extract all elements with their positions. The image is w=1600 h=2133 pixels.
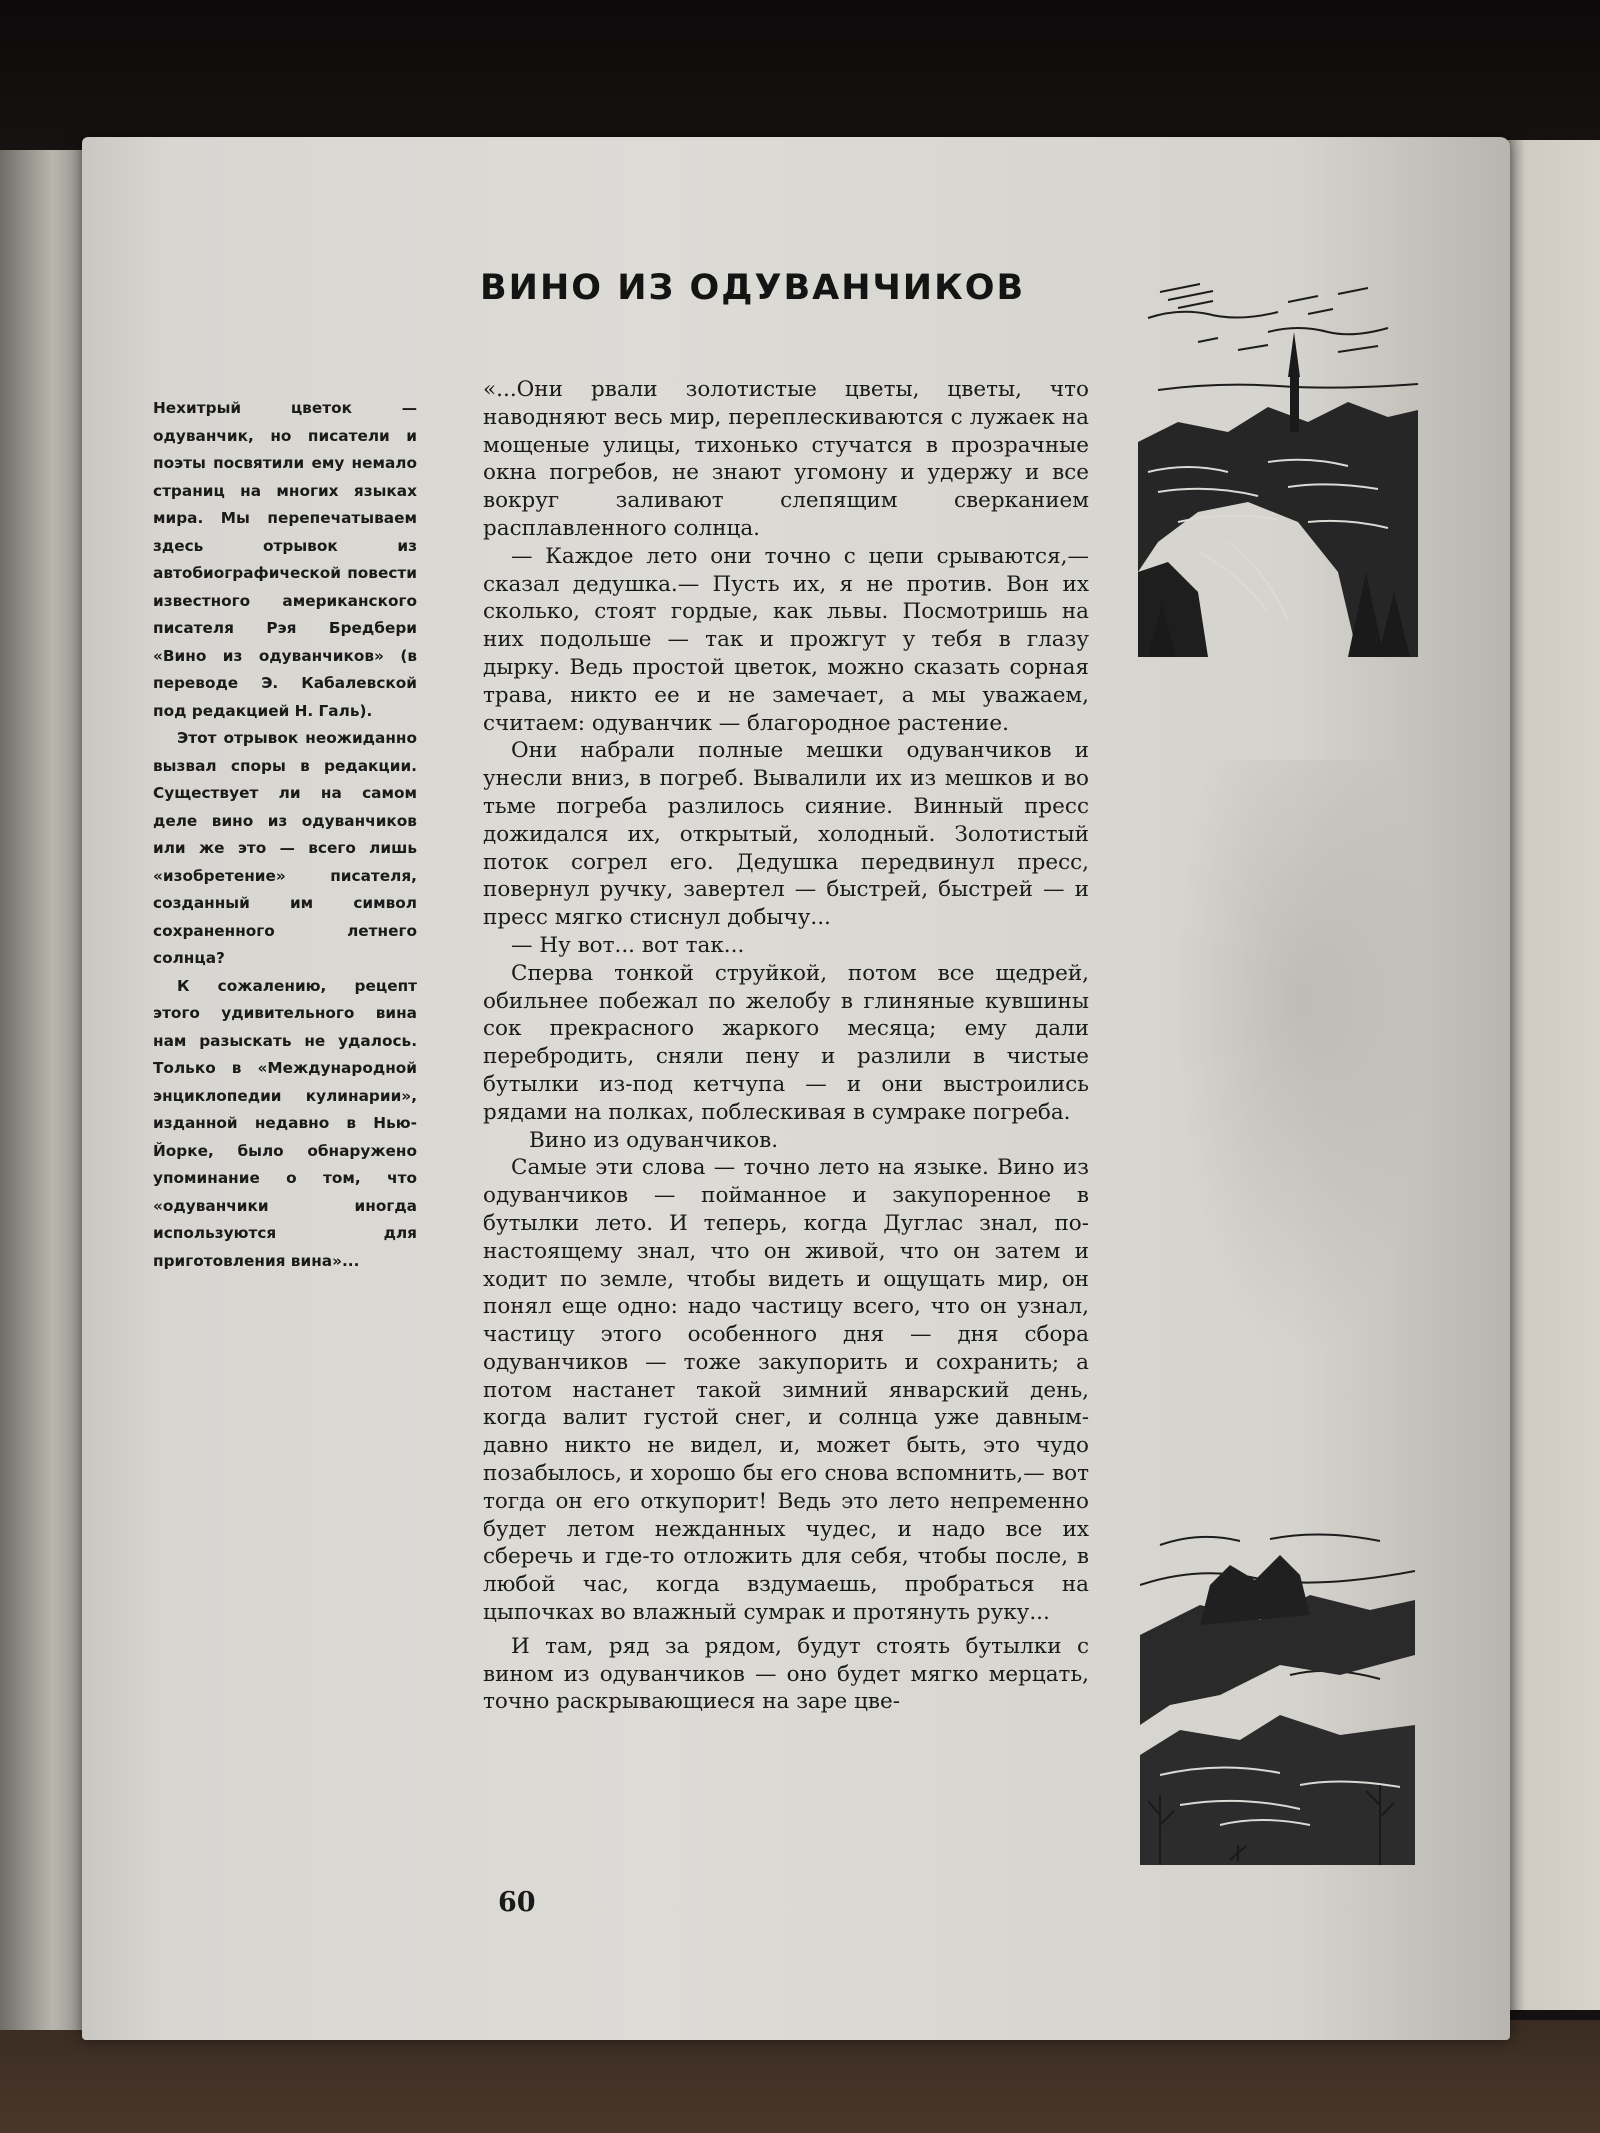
body-paragraph: «...Они рвали золотистые цветы, цветы, что наводняют весь мир, переплескиваются с лужаек на мощеные улицы, тихонько стучатся в прозрачные окна погребов, не знают угомону и удержу и все вокруг заливают слепящим сверканием расплавленного солнца. bbox=[483, 377, 1089, 541]
body-paragraph: — Каждое лето они точно с цепи срываются,— сказал дедушка.— Пусть их, я не против. Вон их сколько, стоят гордые, как львы. Посмотришь на них подольше — так и прожгут у тебя в глазу дырку. Ведь простой цветок, можно сказать сорная трава, никто ее и не замечает, а мы уважаем, считаем: одуванчик — благородное растение. bbox=[483, 543, 1089, 736]
body-paragraph: Вино из одуванчиков. bbox=[529, 1127, 779, 1153]
intro-paragraph: Этот отрывок неожиданно вызвал споры в редакции. Существует ли на самом деле вино из одуванчиков или же это — всего лишь «изобретение» писателя, созданный им символ сохраненного летнего солнца? bbox=[153, 729, 417, 967]
article-title: ВИНО ИЗ ОДУВАНЧИКОВ bbox=[480, 268, 1026, 308]
body-paragraph: И там, ряд за рядом, будут стоять бутылки с вином из одуванчиков — оно будет мягко мерцать, точно раскрывающиеся на заре цве- bbox=[483, 1633, 1089, 1715]
landscape-engraving-top bbox=[1138, 272, 1418, 657]
body-paragraph: Самые эти слова — точно лето на языке. Вино из одуванчиков — пойманное и закупоренное в бутылки лето. И теперь, когда Дуглас знал, по-настоящему знал, что он живой, что он затем и ходит по земле, чтобы видеть и ощущать мир, он понял еще одно: надо частицу всего, что он узнал, частицу этого особенного дня — дня сбора одуванчиков — тоже закупорить и сохранить; а потом настанет такой зимний январский день, когда валит густой снег, и солнца уже давным-давно никто не видел, и, может быть, это чудо позабылось, и хорошо бы его снова вспомнить,— вот тогда он его откупорит! Ведь это лето непременно будет летом нежданных чудес, и надо все их сберечь и где-то отложить для себя, чтобы после, в любой час, когда вздумаешь, пробраться на цыпочках во влажный сумрак и протянуть руку... bbox=[483, 1155, 1089, 1626]
body-paragraph: — Ну вот... вот так... bbox=[511, 932, 745, 958]
article-body bbox=[483, 376, 1089, 1716]
next-page-edge bbox=[1500, 140, 1600, 2010]
intro-paragraph: Нехитрый цветок — одуванчик, но писатели и поэты посвятили ему немало страниц на многих языках мира. Мы перепечатываем здесь отрывок из автобиографической повести известного американского писателя Рэя Бредбери «Вино из одуванчиков» (в переводе Э. Кабалевской под редакцией Н. Галь). bbox=[153, 399, 417, 720]
page-number: 60 bbox=[498, 1887, 536, 1918]
body-paragraph: Сперва тонкой струйкой, потом все щедрей, обильнее побежал по желобу в глиняные кувшины сок прекрасного жаркого месяца; ему дали перебродить, сняли пену и разлили в чистые бутылки из-под кетчупа — и они выстроились рядами на полках, поблескивая в сумраке погреба. bbox=[483, 960, 1089, 1125]
landscape-engraving-bottom bbox=[1140, 1525, 1415, 1865]
previous-page-edge bbox=[0, 150, 95, 2030]
show-through-image bbox=[1170, 760, 1430, 1360]
editorial-intro bbox=[153, 395, 417, 1275]
body-paragraph: Они набрали полные мешки одуванчиков и унесли вниз, в погреб. Вывалили их из мешков и во тьме погреба разлилось сияние. Винный пресс дожидался их, открытый, холодный. Золотистый поток согрел его. Дедушка передвинул пресс, повернул ручку, завертел — быстрей, быстрей — и пресс мягко стиснул добычу... bbox=[483, 738, 1089, 931]
intro-paragraph: К сожалению, рецепт этого удивительного вина нам разыскать не удалось. Только в «Международной энциклопедии кулинарии», изданной недавно в Нью-Йорке, было обнаружено упоминание о том, что «одуванчики иногда используются для приготовления вина»... bbox=[153, 976, 417, 1270]
